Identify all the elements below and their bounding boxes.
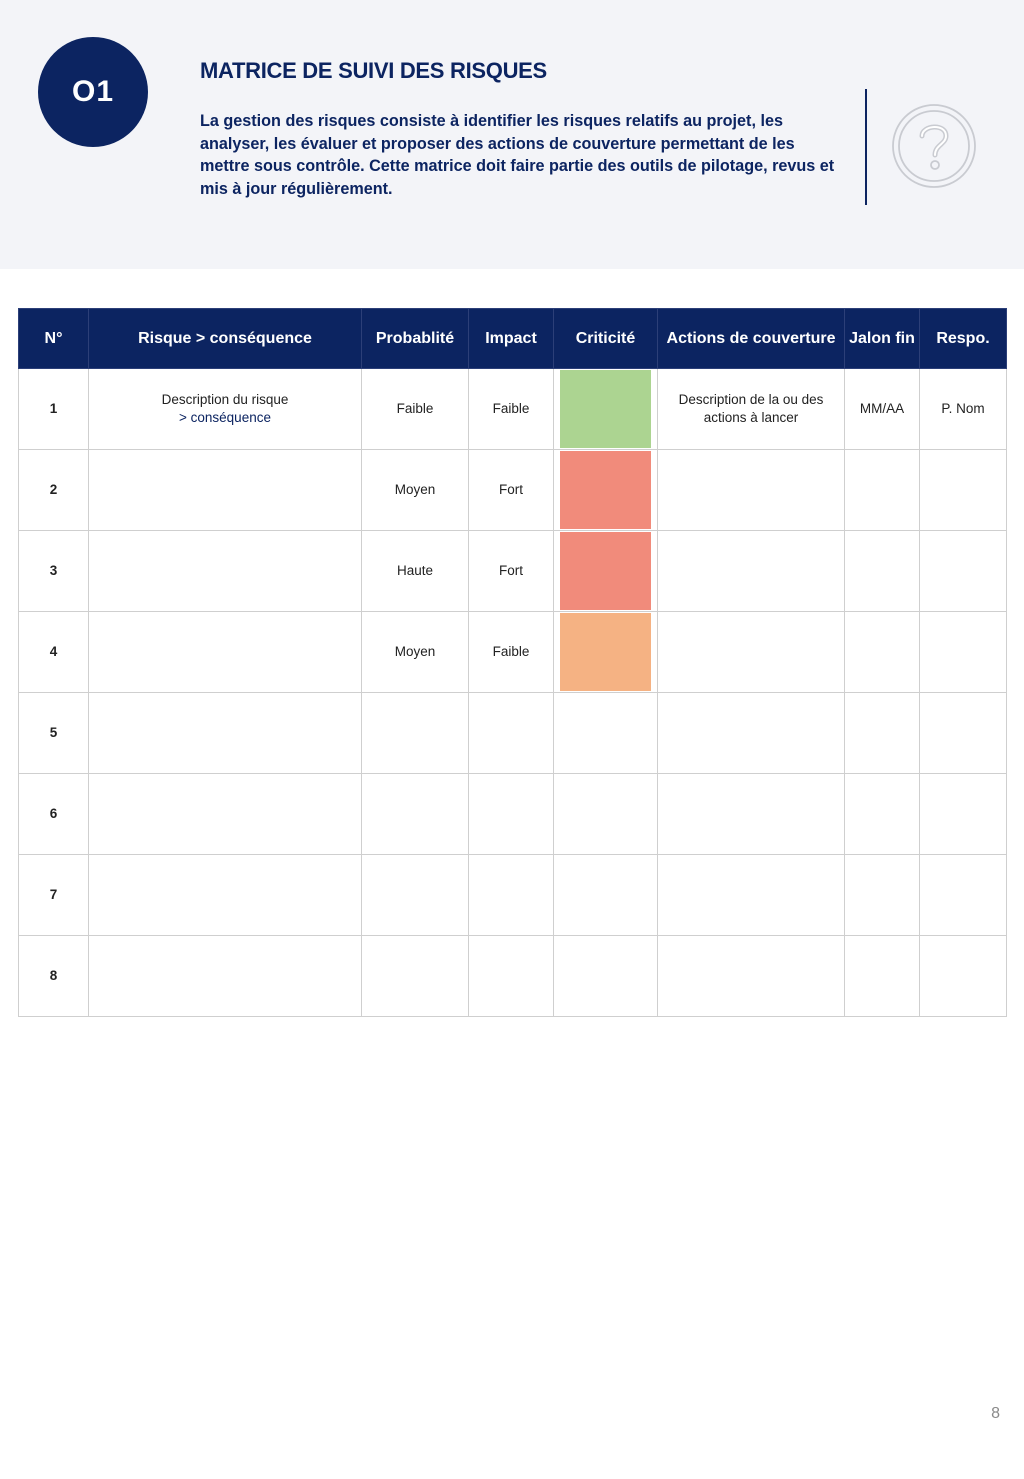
header-section <box>0 0 1024 269</box>
criticity-cell[interactable] <box>554 693 658 774</box>
table-row <box>19 369 1007 450</box>
header-criticity: Criticité <box>554 309 658 369</box>
table-row <box>19 936 1007 1017</box>
criticity-cell[interactable] <box>554 612 658 693</box>
probability-cell[interactable] <box>362 774 469 855</box>
header-num: N° <box>19 309 89 369</box>
criticity-cell[interactable] <box>554 531 658 612</box>
impact-cell[interactable] <box>469 855 554 936</box>
owner-cell[interactable] <box>920 531 1007 612</box>
risk-consequence: > conséquence <box>179 410 271 425</box>
impact-cell[interactable]: Faible <box>469 369 554 450</box>
row-num: 3 <box>19 531 89 612</box>
table-row <box>19 693 1007 774</box>
risk-matrix-table <box>18 308 1007 1017</box>
impact-cell[interactable] <box>469 936 554 1017</box>
probability-cell[interactable] <box>362 936 469 1017</box>
actions-cell[interactable] <box>658 936 845 1017</box>
table-row <box>19 855 1007 936</box>
header-milestone: Jalon fin <box>845 309 920 369</box>
owner-cell[interactable] <box>920 774 1007 855</box>
criticity-indicator <box>560 370 651 448</box>
header-probability: Probablité <box>362 309 469 369</box>
question-icon <box>891 103 977 189</box>
section-badge: O1 <box>38 37 148 147</box>
page-number: 8 <box>991 1405 1000 1422</box>
owner-cell[interactable] <box>920 693 1007 774</box>
risk-cell[interactable] <box>89 450 362 531</box>
row-num: 6 <box>19 774 89 855</box>
row-num: 7 <box>19 855 89 936</box>
owner-cell[interactable] <box>920 936 1007 1017</box>
actions-cell[interactable] <box>658 612 845 693</box>
impact-cell[interactable] <box>469 774 554 855</box>
impact-cell[interactable]: Faible <box>469 612 554 693</box>
criticity-indicator <box>560 937 651 1015</box>
owner-cell[interactable] <box>920 855 1007 936</box>
risk-cell[interactable] <box>89 531 362 612</box>
owner-cell[interactable] <box>920 450 1007 531</box>
milestone-cell[interactable] <box>845 936 920 1017</box>
impact-cell[interactable]: Fort <box>469 531 554 612</box>
criticity-cell[interactable] <box>554 936 658 1017</box>
owner-cell[interactable]: P. Nom <box>920 369 1007 450</box>
row-num: 4 <box>19 612 89 693</box>
row-num: 5 <box>19 693 89 774</box>
impact-cell[interactable] <box>469 693 554 774</box>
risk-cell[interactable] <box>89 612 362 693</box>
probability-cell[interactable] <box>362 693 469 774</box>
criticity-indicator <box>560 856 651 934</box>
actions-cell[interactable] <box>658 450 845 531</box>
row-num: 8 <box>19 936 89 1017</box>
milestone-cell[interactable] <box>845 774 920 855</box>
table-row <box>19 612 1007 693</box>
actions-cell[interactable] <box>658 855 845 936</box>
row-num: 1 <box>19 369 89 450</box>
milestone-cell[interactable] <box>845 450 920 531</box>
milestone-cell[interactable] <box>845 693 920 774</box>
milestone-cell[interactable] <box>845 531 920 612</box>
criticity-indicator <box>560 613 651 691</box>
criticity-indicator <box>560 694 651 772</box>
probability-cell[interactable]: Moyen <box>362 450 469 531</box>
header-owner: Respo. <box>920 309 1007 369</box>
header-divider <box>865 89 867 205</box>
criticity-indicator <box>560 532 651 610</box>
row-num: 2 <box>19 450 89 531</box>
owner-cell[interactable] <box>920 612 1007 693</box>
table-header-row <box>19 309 1007 369</box>
criticity-cell[interactable] <box>554 774 658 855</box>
risk-description: Description du risque <box>161 392 289 407</box>
impact-cell[interactable]: Fort <box>469 450 554 531</box>
actions-cell[interactable] <box>658 531 845 612</box>
probability-cell[interactable]: Faible <box>362 369 469 450</box>
actions-cell[interactable] <box>658 693 845 774</box>
table-row <box>19 531 1007 612</box>
milestone-cell[interactable] <box>845 855 920 936</box>
table-row <box>19 450 1007 531</box>
actions-cell[interactable] <box>658 774 845 855</box>
intro-text: La gestion des risques consiste à identifier les risques relatifs au projet, les analyser, les évaluer et proposer des actions de couverture permettant de les mettre sous contrôle. Cette matrice doit faire partie des outils de pilotage, revus et mis à jour régulièrement. <box>200 112 835 198</box>
risk-cell[interactable] <box>89 693 362 774</box>
milestone-cell[interactable]: MM/AA <box>845 369 920 450</box>
probability-cell[interactable]: Haute <box>362 531 469 612</box>
milestone-cell[interactable] <box>845 612 920 693</box>
risk-cell[interactable] <box>89 369 362 450</box>
criticity-indicator <box>560 775 651 853</box>
header-impact: Impact <box>469 309 554 369</box>
risk-cell[interactable] <box>89 855 362 936</box>
criticity-cell[interactable] <box>554 369 658 450</box>
header-actions: Actions de couverture <box>658 309 845 369</box>
table-row <box>19 774 1007 855</box>
criticity-cell[interactable] <box>554 855 658 936</box>
actions-cell[interactable]: Description de la ou des actions à lancer <box>658 369 845 450</box>
criticity-cell[interactable] <box>554 450 658 531</box>
probability-cell[interactable]: Moyen <box>362 612 469 693</box>
criticity-indicator <box>560 451 651 529</box>
risk-cell[interactable] <box>89 774 362 855</box>
risk-cell[interactable] <box>89 936 362 1017</box>
header-risk: Risque > conséquence <box>89 309 362 369</box>
probability-cell[interactable] <box>362 855 469 936</box>
page-title: MATRICE DE SUIVI DES RISQUES <box>200 58 547 83</box>
